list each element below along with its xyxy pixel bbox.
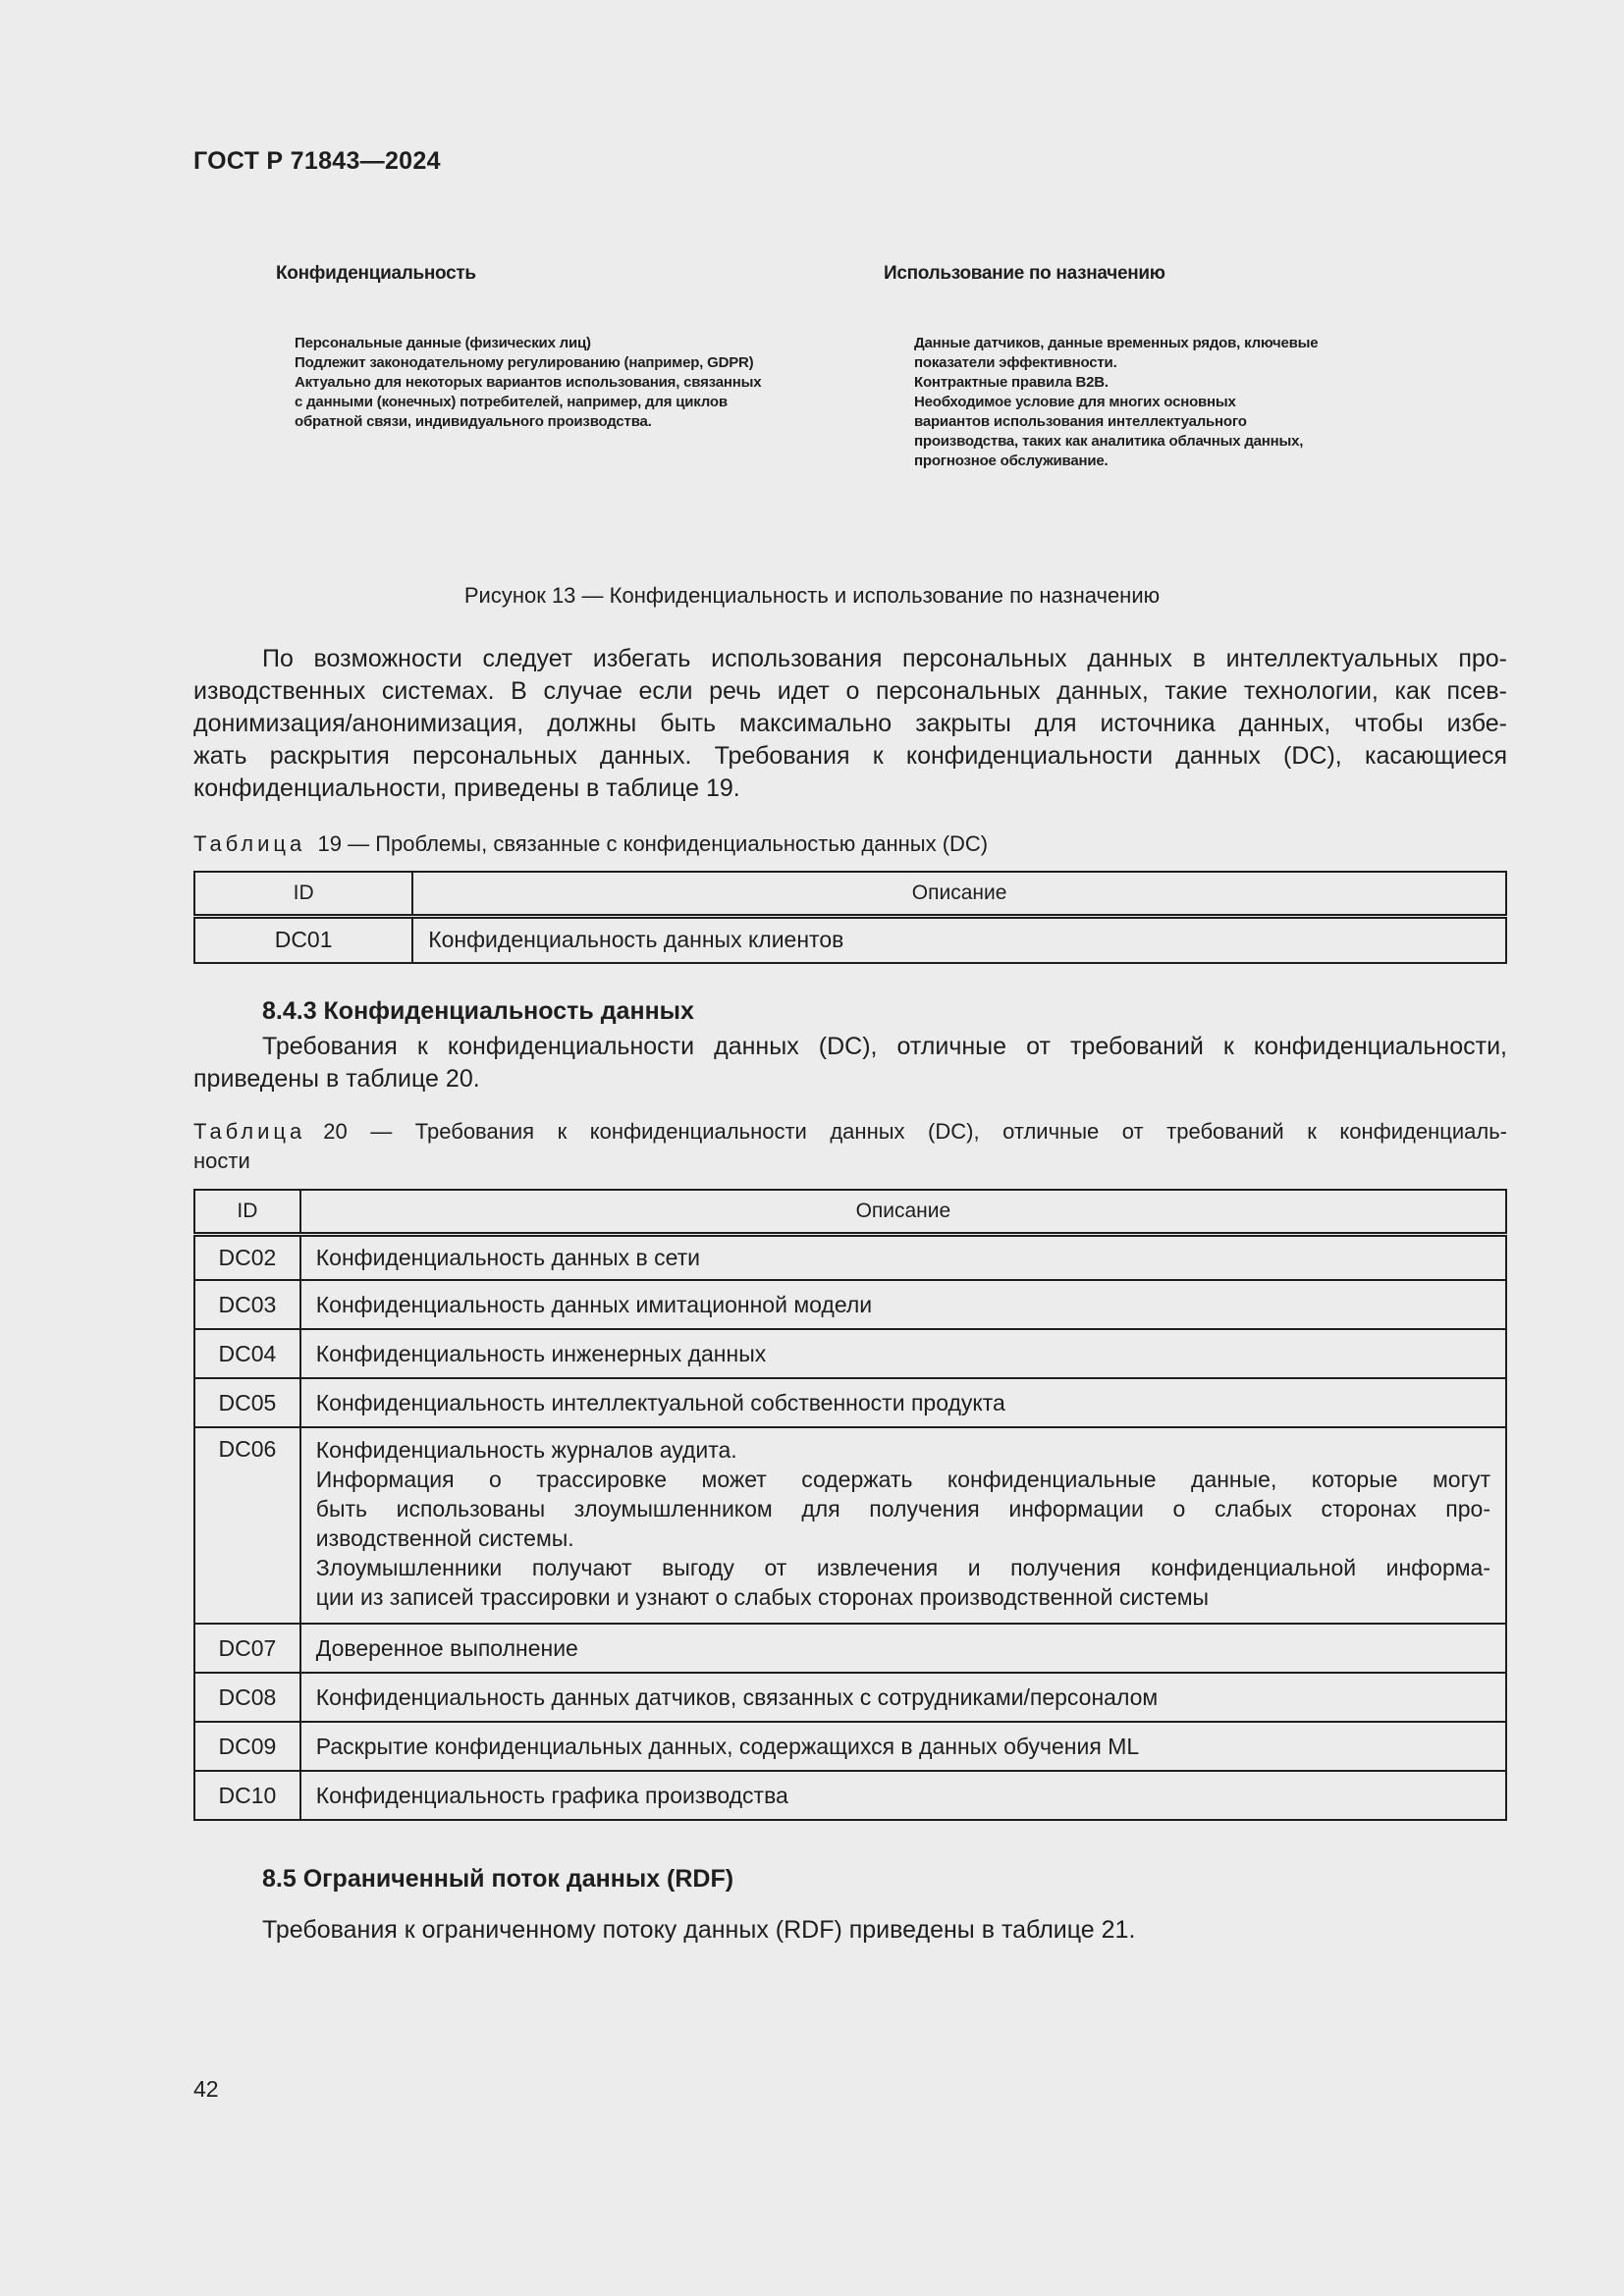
table-label: Таблица xyxy=(193,1119,306,1144)
cell-id: DC03 xyxy=(194,1280,300,1329)
figure-right-line: Данные датчиков, данные временных рядов, ключевые xyxy=(914,335,1319,351)
figure-right-line: вариантов использования интеллектуального xyxy=(914,413,1247,430)
table-row xyxy=(194,1280,1506,1329)
cell-line: изводственной системы. xyxy=(315,1525,574,1551)
table-row xyxy=(194,1427,1506,1624)
cell-description: Доверенное выполнение xyxy=(300,1624,1506,1673)
section-heading-8-4-3: 8.4.3 Конфиденциальность данных xyxy=(262,997,694,1025)
cell-id: DC07 xyxy=(194,1624,300,1673)
figure-right-line: Необходимое условие для многих основных xyxy=(914,394,1236,410)
table-label: Таблица xyxy=(193,831,306,856)
section-heading-8-5: 8.5 Ограниченный поток данных (RDF) xyxy=(262,1865,734,1893)
table-row xyxy=(194,1234,1506,1280)
table19-caption xyxy=(193,829,1507,859)
cell-line: Информация о трассировке может содержать конфиденциальные данные, которые могут xyxy=(315,1467,1490,1492)
paragraph-line: жать раскрытия персональных данных. Требования к конфиденциальности данных (DC), касающиеся xyxy=(193,742,1507,770)
figure-left-title: Конфиденциальность xyxy=(276,263,476,284)
table-row xyxy=(194,1378,1506,1427)
table-row xyxy=(194,1673,1506,1722)
figure-left-line: обратной связи, индивидуального производства. xyxy=(295,413,652,430)
cell-id: DC02 xyxy=(194,1234,300,1280)
figure-right-line: Контрактные правила B2B. xyxy=(914,374,1109,391)
paragraph-8-5: Требования к ограниченному потоку данных (RDF) приведены в таблице 21. xyxy=(262,1916,1136,1944)
cell-id: DC04 xyxy=(194,1329,300,1378)
cell-id: DC06 xyxy=(194,1427,300,1624)
paragraph-line: Требования к конфиденциальности данных (DC), отличные от требований к конфиденциальности, xyxy=(262,1033,1507,1060)
paragraph-line: приведены в таблице 20. xyxy=(193,1065,480,1093)
column-header-id: ID xyxy=(194,872,412,916)
paragraph-line: донимизация/анонимизация, должны быть максимально закрыты для источника данных, чтобы избе- xyxy=(193,710,1507,737)
table19 xyxy=(193,871,1507,964)
figure-left-text xyxy=(295,334,761,432)
figure-left-line: Актуально для некоторых вариантов использования, связанных xyxy=(295,374,762,391)
page-number: 42 xyxy=(193,2076,219,2102)
cell-id: DC10 xyxy=(194,1771,300,1820)
figure-left-line: Персональные данные (физических лиц) xyxy=(295,335,591,351)
cell-description: Конфиденциальность данных датчиков, связанных с сотрудниками/персоналом xyxy=(300,1673,1506,1722)
cell-line: Злоумышленники получают выгоду от извлечения и получения конфиденциальной информа- xyxy=(315,1555,1490,1580)
table19-caption-text: 19 — Проблемы, связанные с конфиденциальностью данных (DC) xyxy=(317,831,989,856)
figure-right-line: показатели эффективности. xyxy=(914,354,1117,371)
cell-line: Конфиденциальность журналов аудита. xyxy=(315,1437,737,1463)
cell-id: DC09 xyxy=(194,1722,300,1771)
table-row xyxy=(194,1329,1506,1378)
cell-id: DC05 xyxy=(194,1378,300,1427)
figure-right-text xyxy=(914,334,1318,471)
cell-line: ции из записей трассировки и узнают о слабых сторонах производственной системы xyxy=(315,1584,1210,1610)
cell-description xyxy=(300,1427,1506,1624)
cell-description: Конфиденциальность данных в сети xyxy=(300,1234,1506,1280)
figure-right-title: Использование по назначению xyxy=(884,263,1165,284)
cell-description: Раскрытие конфиденциальных данных, содержащихся в данных обучения ML xyxy=(300,1722,1506,1771)
figure-right-line: прогнозное обслуживание. xyxy=(914,453,1109,469)
cell-description: Конфиденциальность интеллектуальной собственности продукта xyxy=(300,1378,1506,1427)
paragraph-personal-data xyxy=(193,643,1507,805)
table-row xyxy=(194,1722,1506,1771)
column-header-description: Описание xyxy=(412,872,1506,916)
table-header-row xyxy=(194,1190,1506,1234)
cell-description: Конфиденциальность данных клиентов xyxy=(412,916,1506,963)
table-header-row xyxy=(194,872,1506,916)
column-header-description: Описание xyxy=(300,1190,1506,1234)
figure-caption: Рисунок 13 — Конфиденциальность и использование по назначению xyxy=(463,583,1161,608)
cell-id: DC01 xyxy=(194,916,412,963)
paragraph-line: изводственных системах. В случае если речь идет о персональных данных, такие технологии, как псев- xyxy=(193,677,1507,705)
cell-id: DC08 xyxy=(194,1673,300,1722)
paragraph-line: конфиденциальности, приведены в таблице 19. xyxy=(193,774,740,802)
cell-description: Конфиденциальность инженерных данных xyxy=(300,1329,1506,1378)
table20 xyxy=(193,1189,1507,1821)
table-row xyxy=(194,916,1506,963)
paragraph-8-4-3 xyxy=(193,1031,1507,1095)
column-header-id: ID xyxy=(194,1190,300,1234)
figure-left-line: с данными (конечных) потребителей, например, для циклов xyxy=(295,394,728,410)
document-id-header: ГОСТ Р 71843—2024 xyxy=(193,147,441,175)
cell-line: быть использованы злоумышленником для получения информации о слабых сторонах про- xyxy=(315,1496,1490,1522)
table-row xyxy=(194,1624,1506,1673)
cell-description: Конфиденциальность графика производства xyxy=(300,1771,1506,1820)
table20-caption xyxy=(193,1117,1507,1176)
cell-description: Конфиденциальность данных имитационной модели xyxy=(300,1280,1506,1329)
table20-caption-line: 20 — Требования к конфиденциальности данных (DC), отличные от требований к конфиденциаль- xyxy=(323,1119,1507,1144)
table-row xyxy=(194,1771,1506,1820)
figure-left-line: Подлежит законодательному регулированию (например, GDPR) xyxy=(295,354,754,371)
table20-caption-line: ности xyxy=(193,1148,250,1173)
figure-right-line: производства, таких как аналитика облачных данных, xyxy=(914,433,1304,450)
paragraph-line: По возможности следует избегать использования персональных данных в интеллектуальных про- xyxy=(262,645,1507,672)
